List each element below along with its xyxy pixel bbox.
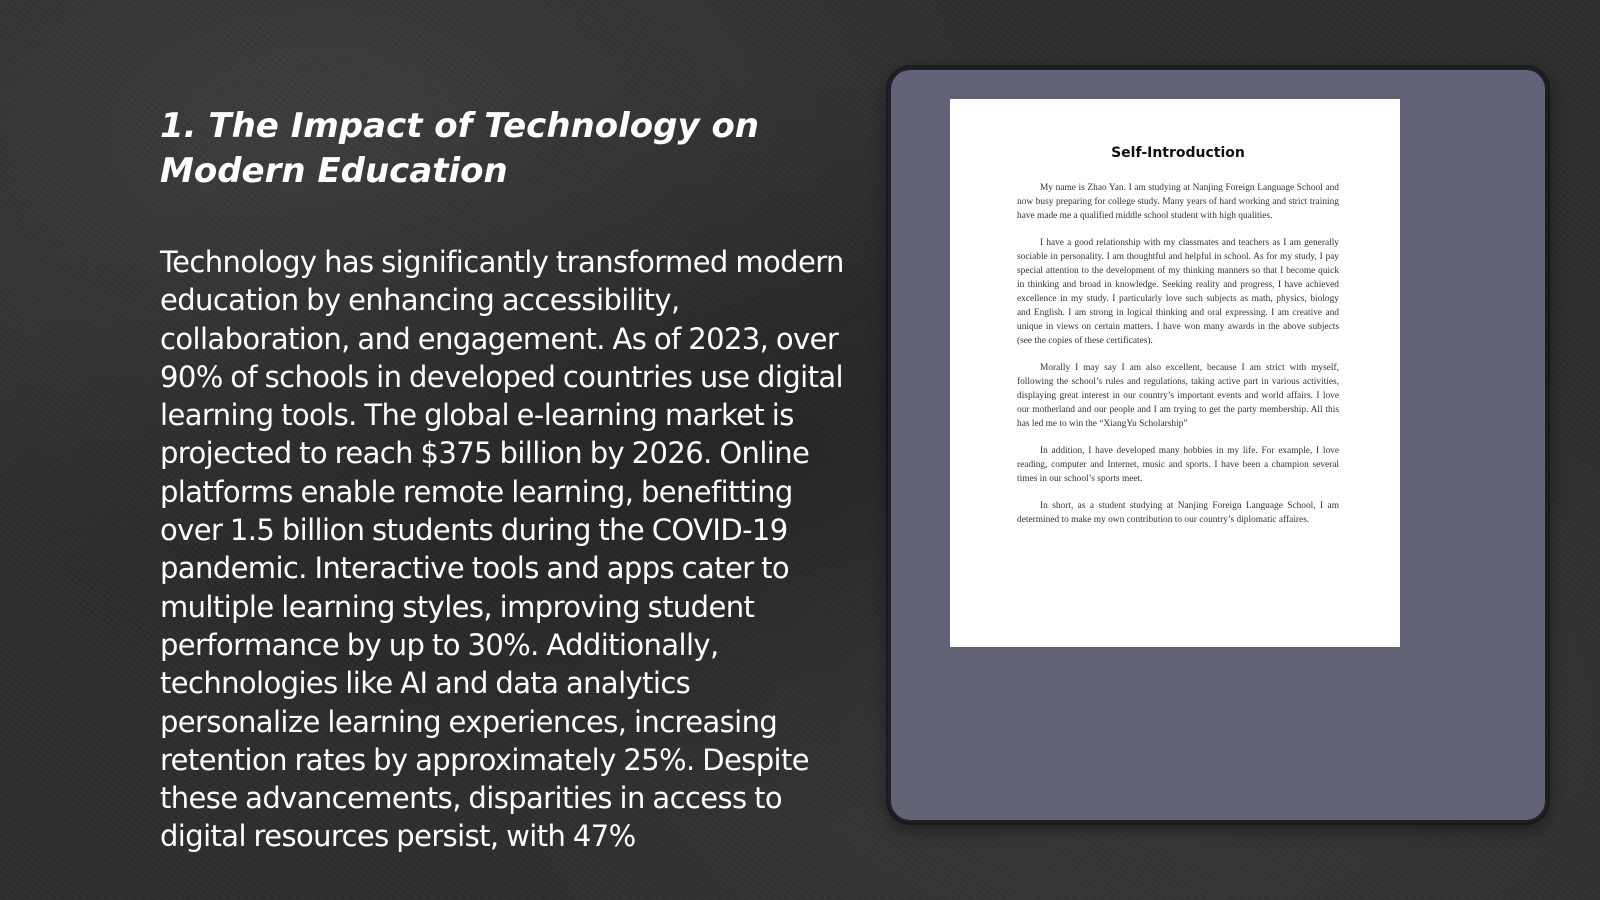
document-page <box>950 99 1400 647</box>
document-paragraph: In addition, I have developed many hobbies in my life. For example, I love reading, computer and Internet, music and sports. I have been a champion several times in our school’s sports meet. <box>1017 446 1339 484</box>
document-paragraph: My name is Zhao Yan. I am studying at Nanjing Foreign Language School and now busy preparing for college study. Many years of hard working and strict training have made me a qualified middle school student with high qualities. <box>1017 183 1339 221</box>
document-title: Self-Introduction <box>1111 145 1245 161</box>
document-paragraph: In short, as a student studying at Nanjing Foreign Language School, I am determined to make my own contribution to our country’s diplomatic affaires. <box>1017 501 1339 525</box>
document-paragraph: I have a good relationship with my classmates and teachers as I am generally sociable in personality. I am thoughtful and helpful in school. As for my study, I pay special attention to the development of my thinking manners so that I become quick in thinking and broad in knowledge. Seeking reality and progress, I have achieved excellence in my study. I particularly love such subjects as math, physics, biology and English. I am strong in logical thinking and oral expressing. I am creative and unique in views on certain matters. I have won many awards in the above subjects (see the copies of these certificates). <box>1017 238 1339 346</box>
slide-title: 1. The Impact of Technology on Modern Education <box>160 106 760 191</box>
slide-body-text: Technology has significantly transformed modern education by enhancing accessibility, collaboration, and engagement. As of 2023, over 90% of schools in developed countries use digital learning tools. The global e-learning market is projected to reach $375 billion by 2026. Online platforms enable remote learning, benefitting over 1.5 billion students during the COVID-19 pandemic. Interactive tools and apps cater to multiple learning styles, improving student performance by up to 30%. Additionally, technologies like AI and data analytics personalize learning experiences, increasing retention rates by approximately 25%. Despite these advancements, disparities in access to digital resources persist, with 47% <box>160 245 844 854</box>
document-paragraph: Morally I may say I am also excellent, because I am strict with myself, following the school’s rules and regulations, taking active part in various activities, displaying great interest in our country’s important events and world affairs. I love our motherland and our people and I am trying to get the party membership. All this has led me to win the “XiangYu Scholarship” <box>1017 363 1339 429</box>
